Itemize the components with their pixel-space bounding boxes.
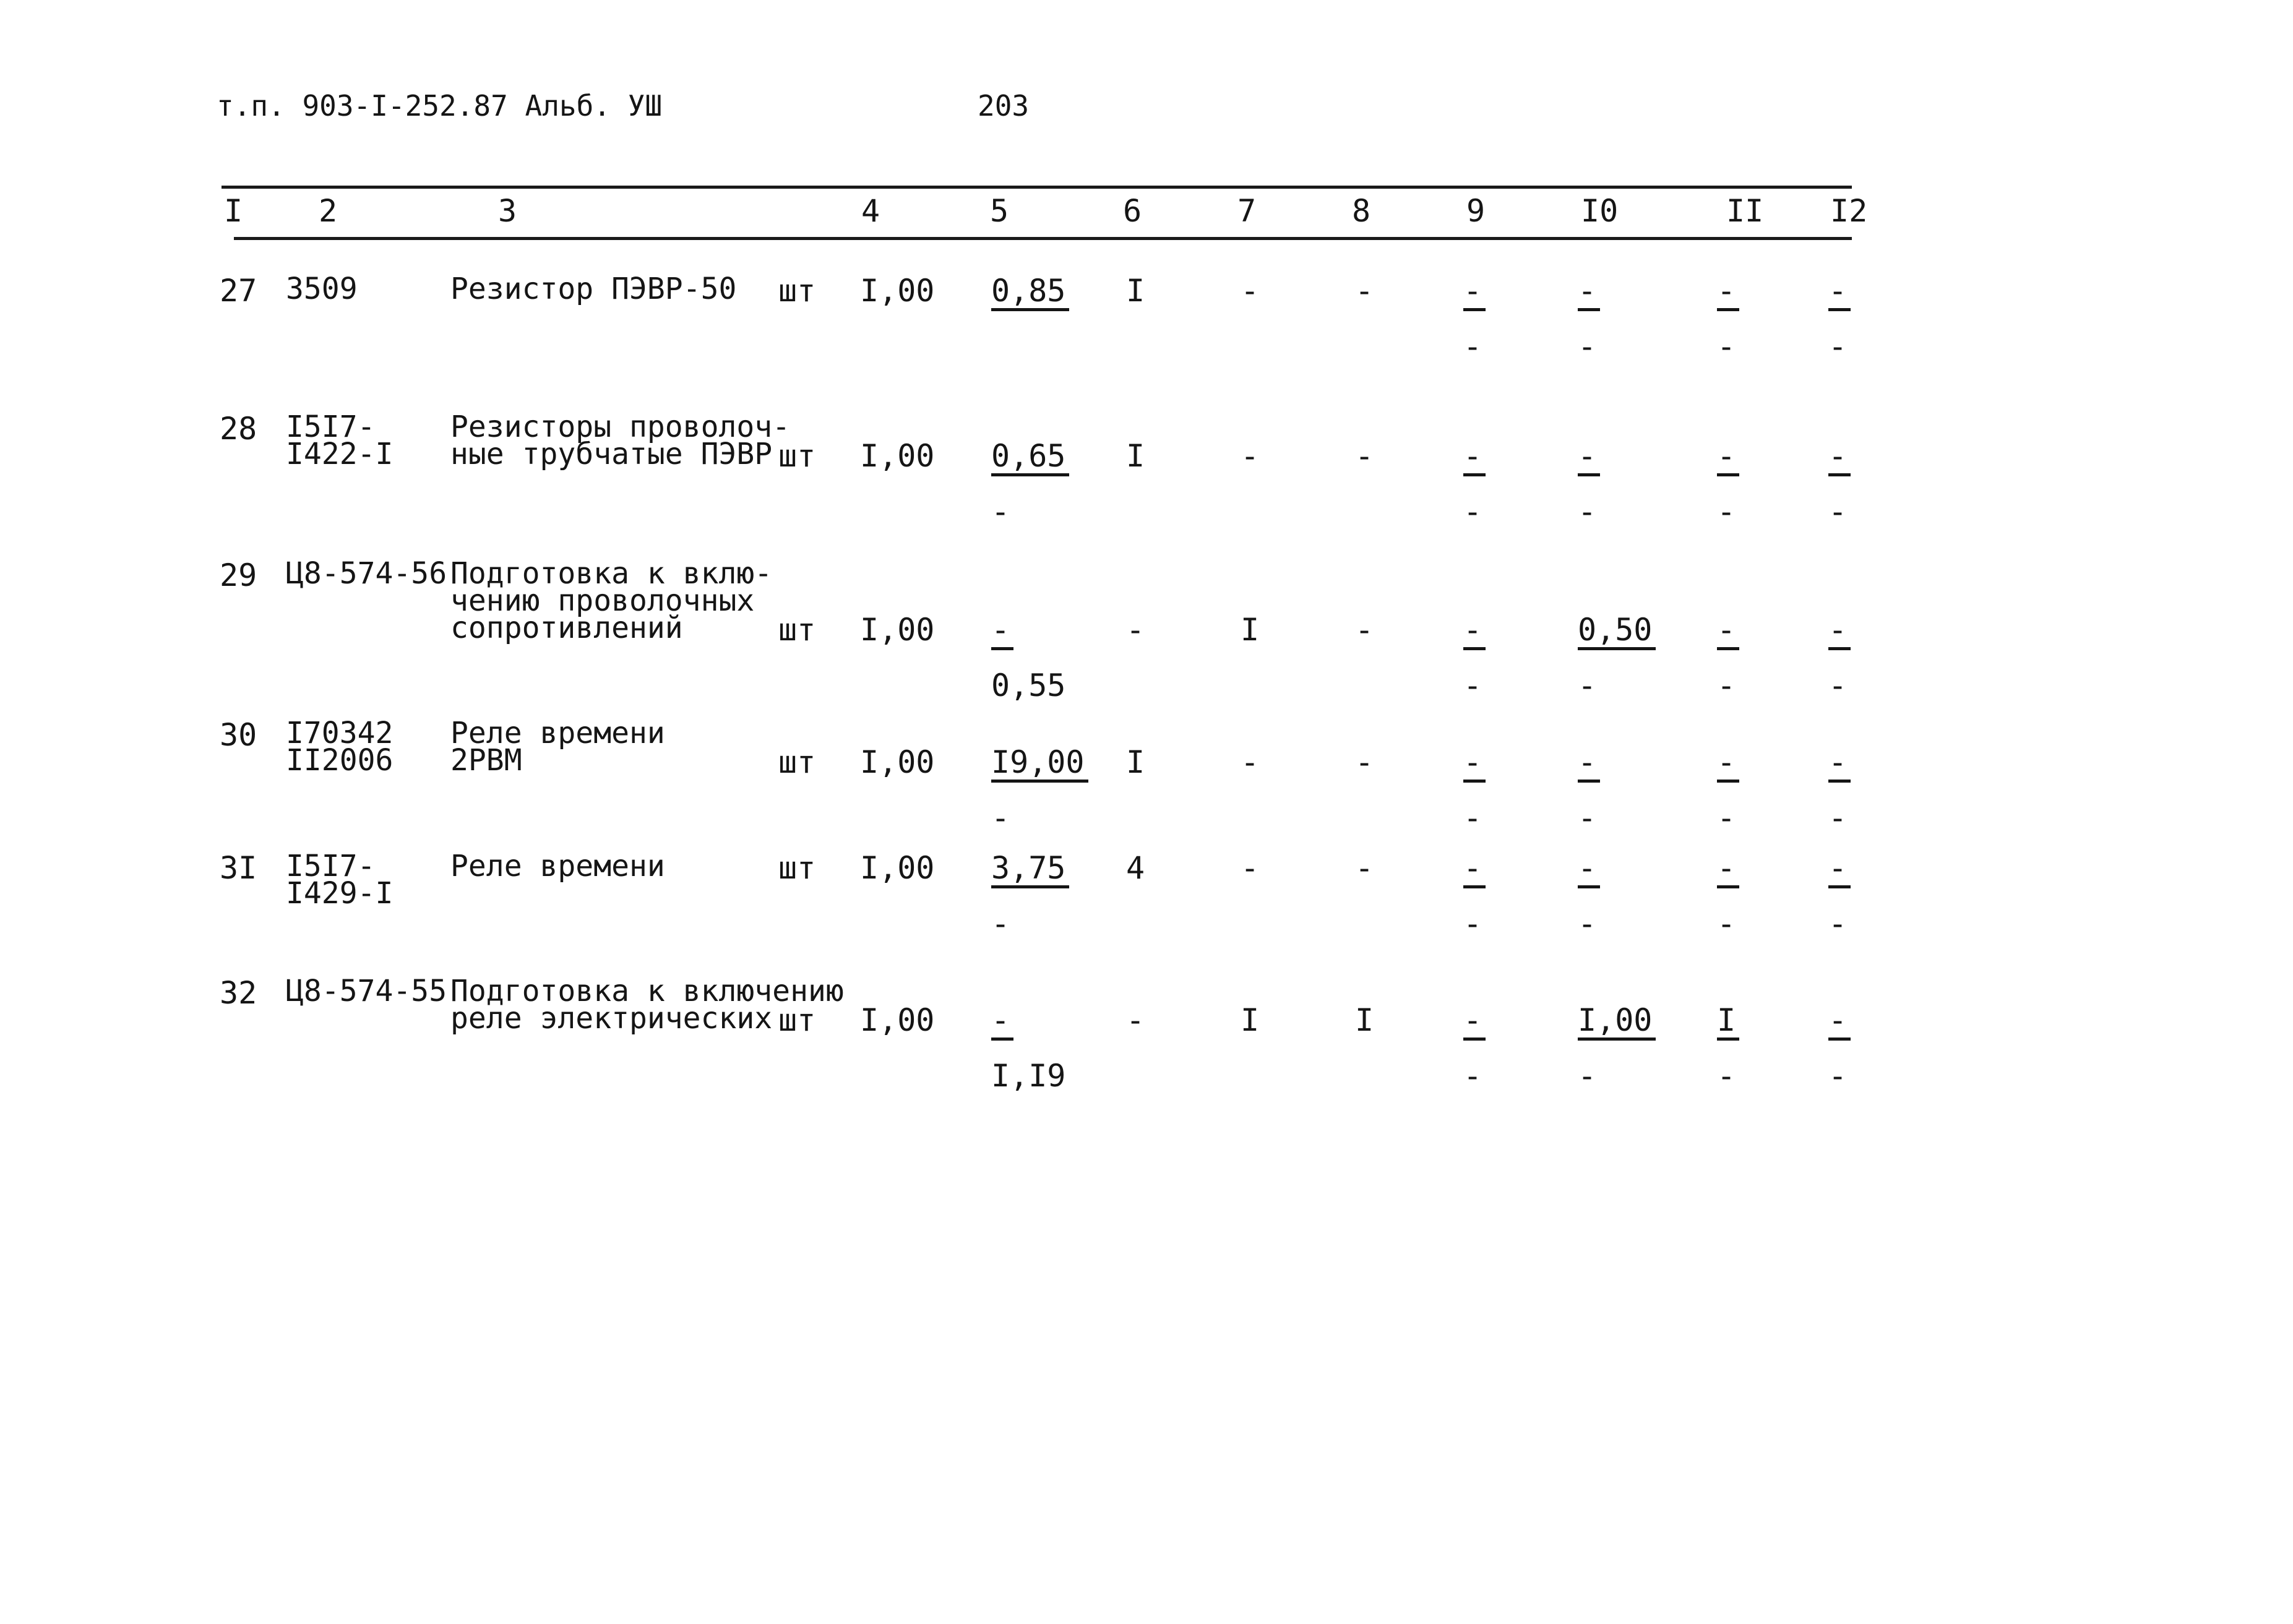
- col-11-value-denominator: -: [1717, 800, 1736, 836]
- col-11-value-numerator: -: [1717, 853, 1739, 888]
- table-header-rule: [234, 237, 1852, 240]
- col-9-value-denominator: -: [1463, 494, 1482, 530]
- col-10-value-numerator: 0,50: [1578, 614, 1656, 650]
- col-11-value-denominator: -: [1717, 668, 1736, 703]
- page-number: 203: [978, 89, 1030, 122]
- document-reference: т.п. 903-I-252.87 Альб. УШ: [217, 89, 663, 122]
- col-9-value-denominator: -: [1463, 906, 1482, 942]
- col-12-value-numerator: -: [1828, 440, 1851, 476]
- column-header-10: I0: [1581, 193, 1619, 229]
- item-code: 3509: [286, 272, 358, 306]
- col-6-value: -: [1126, 612, 1145, 648]
- col-8-value: I: [1355, 1002, 1374, 1038]
- unit: шт: [778, 1002, 816, 1038]
- column-header-4: 4: [861, 193, 880, 229]
- column-header-9: 9: [1466, 193, 1486, 229]
- col-10-value-denominator: -: [1578, 1058, 1597, 1094]
- col-12-value-numerator: -: [1828, 747, 1851, 783]
- col-10-value-denominator: -: [1578, 800, 1597, 836]
- col-8-value: -: [1355, 612, 1374, 648]
- unit: шт: [778, 273, 816, 309]
- col-10-value-numerator: I,00: [1578, 1005, 1656, 1041]
- col-11-value-numerator: I: [1717, 1005, 1739, 1041]
- col-6-value: 4: [1126, 850, 1145, 886]
- col-9-value-denominator: -: [1463, 800, 1482, 836]
- item-name: Подготовка к вклю- чению проволочных сопротивлений: [450, 556, 773, 645]
- col-10-value-denominator: -: [1578, 494, 1597, 530]
- col-12-value-denominator: -: [1828, 329, 1848, 364]
- col-7-value: I: [1241, 612, 1260, 648]
- col-12-value-numerator: -: [1828, 853, 1851, 888]
- row-number: 29: [220, 557, 257, 593]
- col-5-value-denominator: -: [991, 800, 1010, 836]
- col-5-value-numerator: -: [991, 614, 1013, 650]
- col-11-value-denominator: -: [1717, 329, 1736, 364]
- column-header-12: I2: [1830, 193, 1868, 229]
- col-6-value: I: [1126, 273, 1145, 309]
- col-7-value: I: [1241, 1002, 1260, 1038]
- col-9-value-numerator: -: [1463, 614, 1486, 650]
- col-8-value: -: [1355, 438, 1374, 474]
- col-4-value: I,00: [860, 850, 935, 886]
- col-7-value: -: [1241, 850, 1260, 886]
- col-5-value-numerator: -: [991, 1005, 1013, 1041]
- col-4-value: I,00: [860, 744, 935, 780]
- item-name: Реле времени: [450, 849, 665, 883]
- col-4-value: I,00: [860, 438, 935, 474]
- item-code: Ц8-574-55: [286, 974, 447, 1008]
- row-number: 3I: [220, 850, 257, 886]
- col-8-value: -: [1355, 273, 1374, 309]
- column-header-1: I: [224, 193, 243, 229]
- col-7-value: -: [1241, 273, 1260, 309]
- item-code: I5I7- I429-I: [286, 849, 394, 911]
- col-5-value-denominator: 0,55: [991, 668, 1066, 703]
- col-12-value-numerator: -: [1828, 614, 1851, 650]
- col-10-value-numerator: -: [1578, 440, 1600, 476]
- col-10-value-numerator: -: [1578, 275, 1600, 311]
- col-4-value: I,00: [860, 612, 935, 648]
- col-9-value-denominator: -: [1463, 1058, 1482, 1094]
- col-11-value-denominator: -: [1717, 494, 1736, 530]
- item-code: I70342 II2006: [286, 716, 394, 778]
- column-header-5: 5: [990, 193, 1009, 229]
- col-5-value-numerator: I9,00: [991, 747, 1088, 783]
- column-header-3: 3: [498, 193, 517, 229]
- col-8-value: -: [1355, 744, 1374, 780]
- col-11-value-denominator: -: [1717, 1058, 1736, 1094]
- col-12-value-denominator: -: [1828, 494, 1848, 530]
- col-9-value-numerator: -: [1463, 440, 1486, 476]
- col-11-value-numerator: -: [1717, 747, 1739, 783]
- col-9-value-numerator: -: [1463, 1005, 1486, 1041]
- column-header-11: II: [1726, 193, 1764, 229]
- unit: шт: [778, 438, 816, 474]
- col-10-value-numerator: -: [1578, 853, 1600, 888]
- col-9-value-numerator: -: [1463, 853, 1486, 888]
- col-12-value-numerator: -: [1828, 275, 1851, 311]
- col-11-value-denominator: -: [1717, 906, 1736, 942]
- col-5-value-numerator: 0,85: [991, 275, 1069, 311]
- item-name: Подготовка к включению реле электрических: [450, 974, 844, 1036]
- col-5-value-denominator: -: [991, 906, 1010, 942]
- col-12-value-denominator: -: [1828, 668, 1848, 703]
- col-4-value: I,00: [860, 273, 935, 309]
- col-9-value-numerator: -: [1463, 747, 1486, 783]
- item-code: I5I7- I422-I: [286, 410, 394, 471]
- col-9-value-numerator: -: [1463, 275, 1486, 311]
- column-header-7: 7: [1237, 193, 1257, 229]
- col-5-value-numerator: 0,65: [991, 440, 1069, 476]
- col-8-value: -: [1355, 850, 1374, 886]
- unit: шт: [778, 612, 816, 648]
- col-11-value-numerator: -: [1717, 440, 1739, 476]
- col-10-value-numerator: -: [1578, 747, 1600, 783]
- col-10-value-denominator: -: [1578, 329, 1597, 364]
- col-12-value-denominator: -: [1828, 800, 1848, 836]
- item-name: Реле времени 2РВМ: [450, 716, 665, 778]
- column-header-6: 6: [1123, 193, 1142, 229]
- col-6-value: -: [1126, 1002, 1145, 1038]
- table-top-rule: [222, 186, 1852, 189]
- row-number: 32: [220, 975, 257, 1011]
- col-5-value-numerator: 3,75: [991, 853, 1069, 888]
- col-11-value-numerator: -: [1717, 275, 1739, 311]
- row-number: 30: [220, 717, 257, 753]
- col-6-value: I: [1126, 744, 1145, 780]
- col-7-value: -: [1241, 744, 1260, 780]
- row-number: 27: [220, 273, 257, 309]
- col-5-value-denominator: I,I9: [991, 1058, 1066, 1094]
- col-10-value-denominator: -: [1578, 906, 1597, 942]
- item-name: Резисторы проволоч- ные трубчатые ПЭВР: [450, 410, 791, 471]
- unit: шт: [778, 850, 816, 886]
- col-7-value: -: [1241, 438, 1260, 474]
- col-12-value-denominator: -: [1828, 906, 1848, 942]
- row-number: 28: [220, 411, 257, 447]
- col-11-value-numerator: -: [1717, 614, 1739, 650]
- col-10-value-denominator: -: [1578, 668, 1597, 703]
- item-name: Резистор ПЭВР-50: [450, 272, 737, 306]
- col-4-value: I,00: [860, 1002, 935, 1038]
- col-5-value-denominator: -: [991, 494, 1010, 530]
- column-header-8: 8: [1352, 193, 1371, 229]
- item-code: Ц8-574-56: [286, 556, 447, 591]
- column-header-2: 2: [319, 193, 338, 229]
- unit: шт: [778, 744, 816, 780]
- col-12-value-numerator: -: [1828, 1005, 1851, 1041]
- col-6-value: I: [1126, 438, 1145, 474]
- col-9-value-denominator: -: [1463, 668, 1482, 703]
- col-12-value-denominator: -: [1828, 1058, 1848, 1094]
- col-9-value-denominator: -: [1463, 329, 1482, 364]
